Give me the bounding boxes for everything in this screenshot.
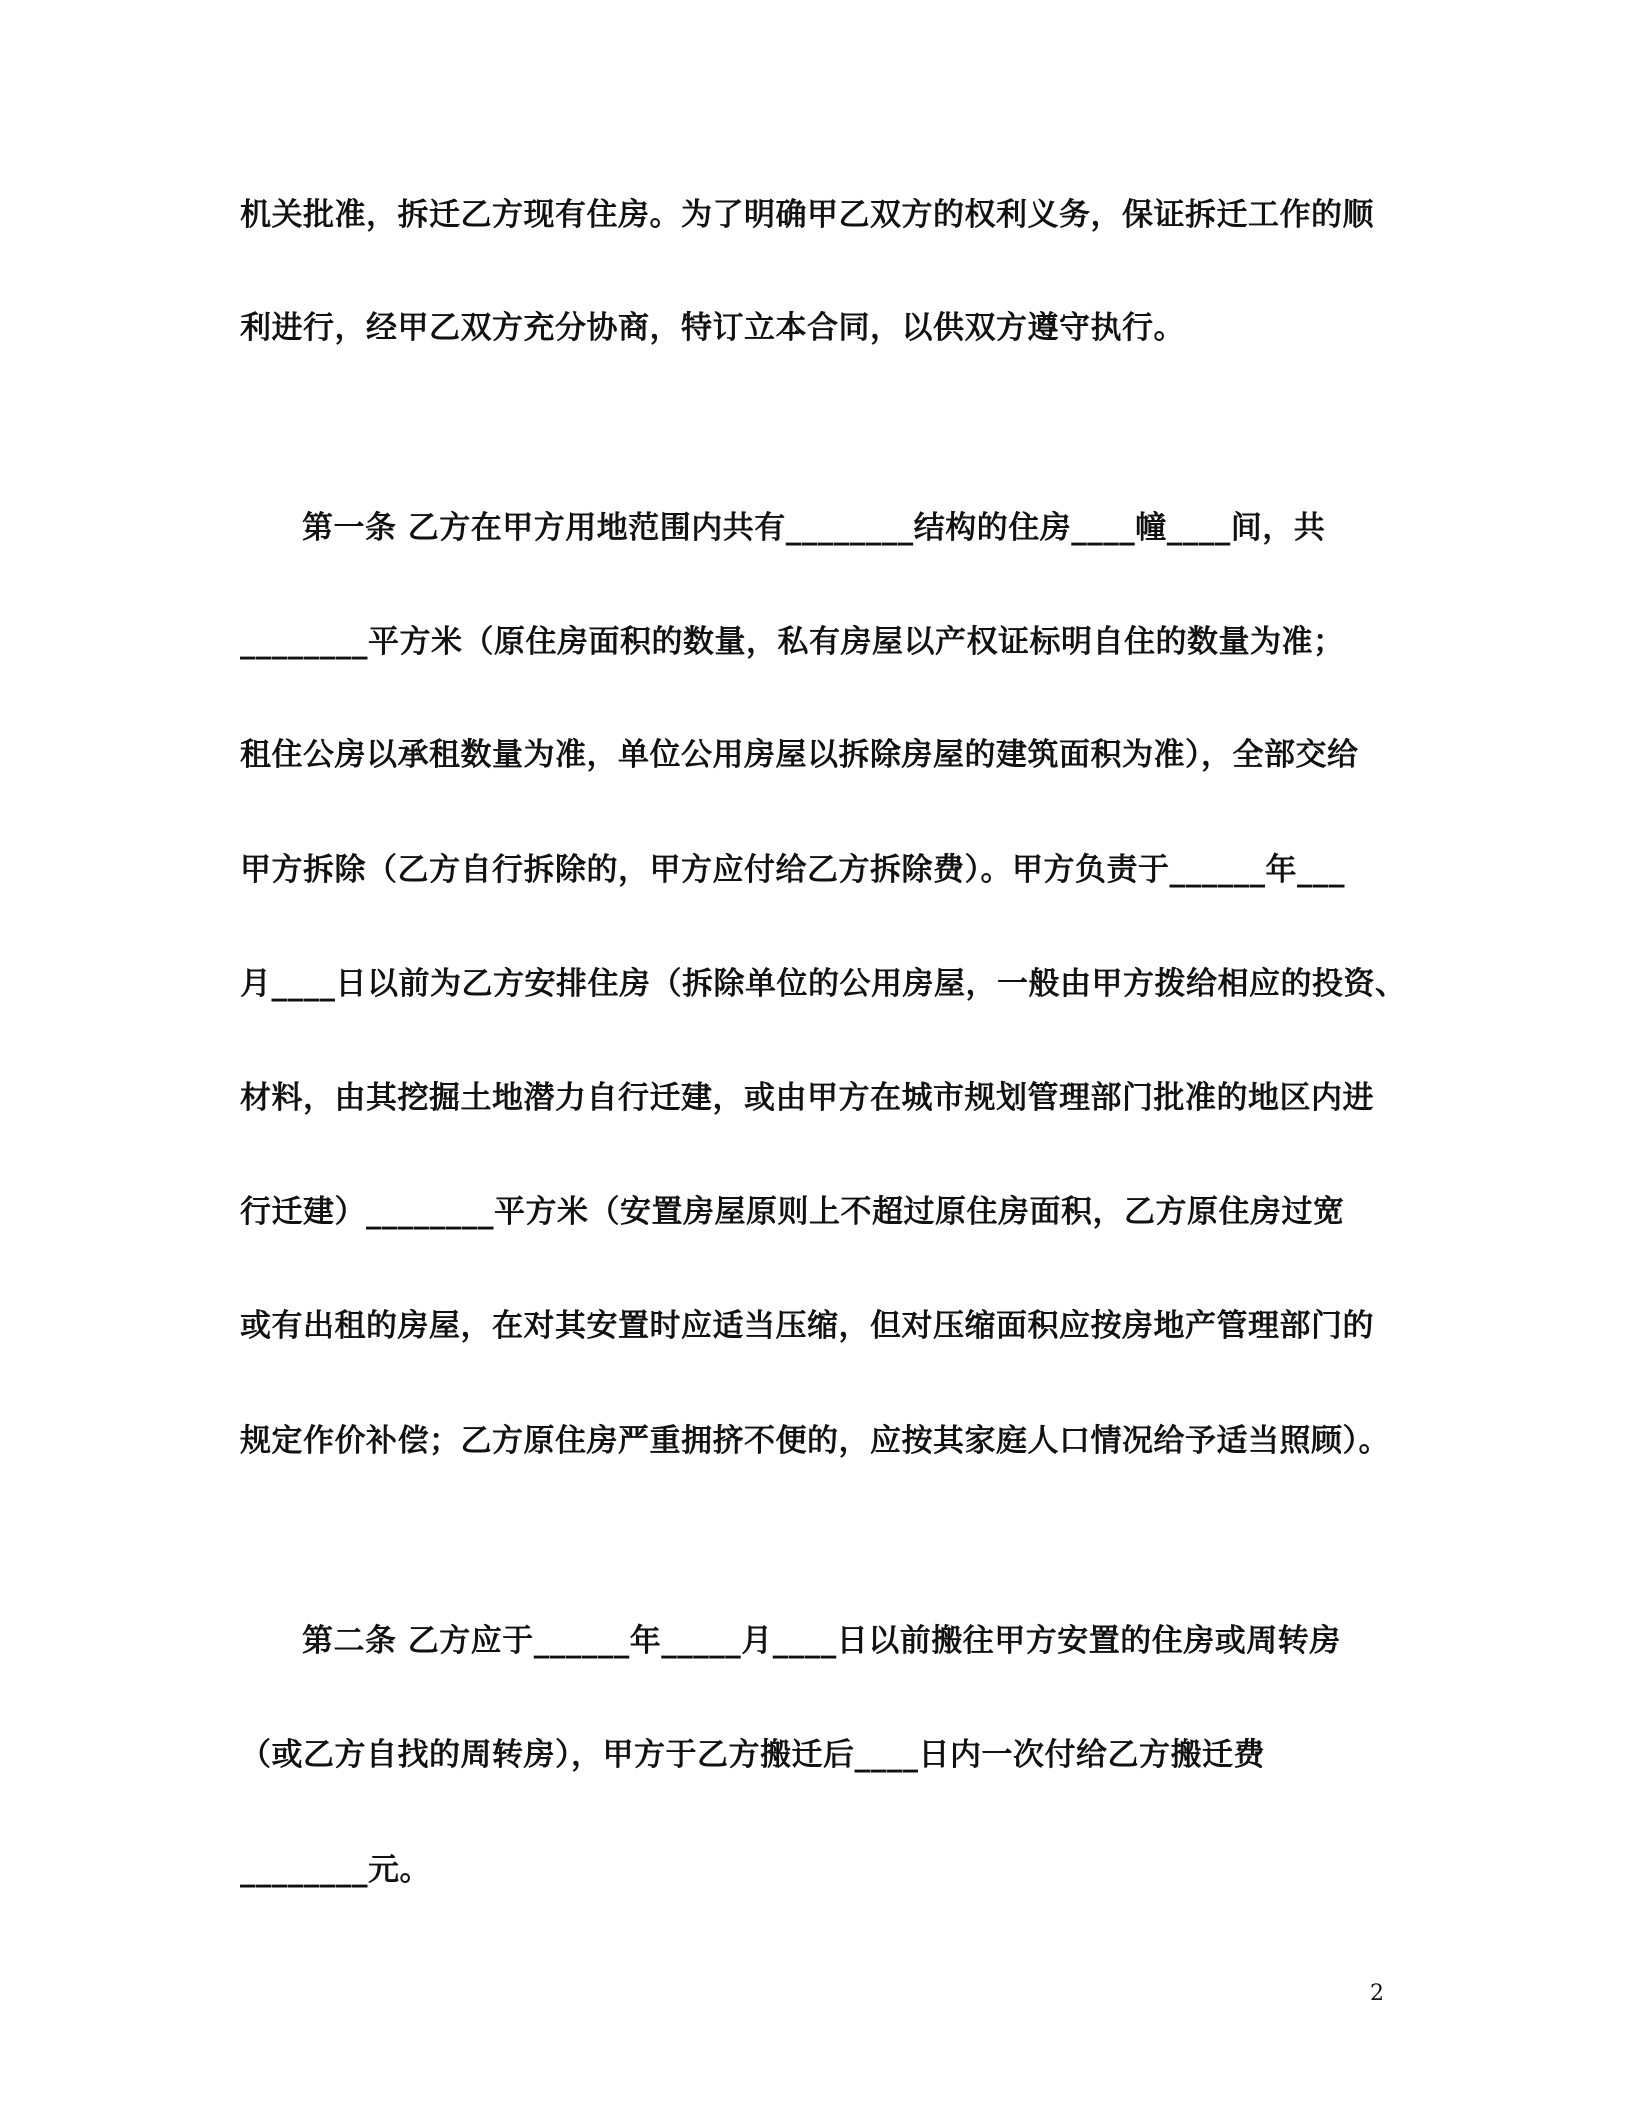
text-line-10: 或有出租的房屋，在对其安置时应适当压缩，但对压缩面积应按房地产管理部门的 [240,1308,1374,1344]
text-line-11: 规定作价补偿；乙方原住房严重拥挤不便的，应按其家庭人口情况给予适当照顾）。 [240,1423,1390,1459]
text-line-13: （或乙方自找的周转房），甲方于乙方搬迁后____日内一次付给乙方搬迁费 [240,1737,1265,1773]
text-line-4: ________平方米（原住房面积的数量，私有房屋以产权证标明自住的数量为准； [240,624,1345,660]
text-line-9: 行迁建）________平方米（安置房屋原则上不超过原住房面积，乙方原住房过宽 [240,1194,1345,1230]
article-two-heading-line: 第二条 乙方应于______年_____月____日以前搬往甲方安置的住房或周转房 [302,1623,1341,1659]
page-number: 2 [1370,1981,1384,2006]
text-line-5: 租住公房以承租数量为准，单位公用房屋以拆除房屋的建筑面积为准），全部交给 [240,737,1359,773]
text-line-7: 月____日以前为乙方安排住房（拆除单位的公用房屋，一般由甲方拨给相应的投资、 [240,966,1407,1002]
text-line-1: 机关批准，拆迁乙方现有住房。为了明确甲乙双方的权利义务，保证拆迁工作的顺 [240,197,1374,233]
text-line-2: 利进行，经甲乙双方充分协商，特订立本合同，以供双方遵守执行。 [240,310,1185,346]
text-line-6: 甲方拆除（乙方自行拆除的，甲方应付给乙方拆除费）。甲方负责于______年___ [240,852,1345,888]
article-one-heading-line: 第一条 乙方在甲方用地范围内共有________结构的住房____幢____间，共 [302,510,1326,546]
text-line-8: 材料，由其挖掘土地潜力自行迁建，或由甲方在城市规划管理部门批准的地区内进 [240,1080,1374,1116]
text-line-14: ________元。 [240,1852,431,1888]
